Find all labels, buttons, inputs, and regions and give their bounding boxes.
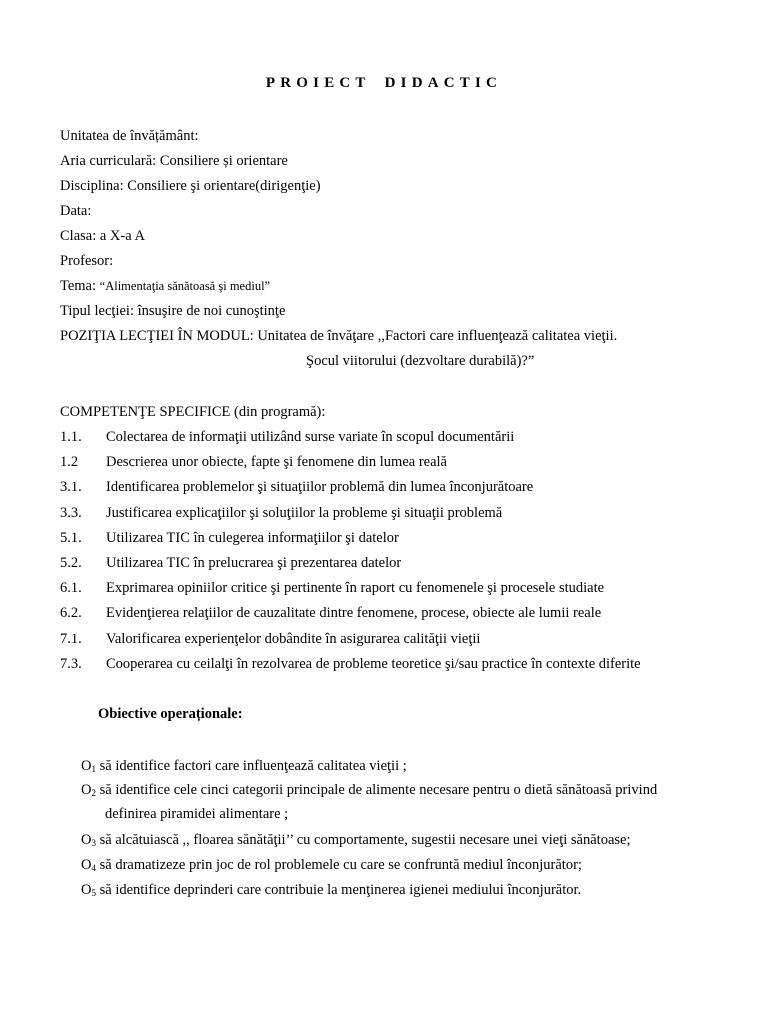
competenta-text: Justificarea explicaţiilor şi soluţiilor la probleme şi situaţii problemă bbox=[106, 504, 503, 521]
title-word-2: DIDACTIC bbox=[384, 75, 503, 91]
competenta-number: 6.2. bbox=[60, 605, 82, 622]
document-title bbox=[0, 75, 768, 92]
competenta-item bbox=[60, 428, 514, 446]
competenta-item bbox=[60, 453, 447, 471]
obiectiv-index: 2 bbox=[91, 788, 96, 798]
obiectiv-label: O bbox=[81, 832, 92, 848]
competenta-item bbox=[60, 529, 399, 547]
competente-heading: COMPETENŢE SPECIFICE (din programă): bbox=[60, 404, 326, 420]
field-clasa: Clasa: a X-a A bbox=[60, 228, 145, 244]
obiectiv-index: 5 bbox=[91, 888, 96, 898]
obiectiv-index: 3 bbox=[91, 838, 96, 848]
field-data: Data: bbox=[60, 203, 92, 219]
competenta-text: Identificarea problemelor şi situaţiilor problemă din lumea înconjurătoare bbox=[106, 479, 534, 496]
title-word-1: PROIECT bbox=[265, 75, 371, 91]
obiectiv-text-cont: definirea piramidei alimentare ; bbox=[105, 806, 289, 822]
obiective-heading: Obiective operaționale: bbox=[98, 706, 243, 722]
competenta-number: 1.1. bbox=[60, 429, 82, 445]
field-aria: Aria curriculară: Consiliere și orientare bbox=[60, 153, 288, 169]
competenta-text: Colectarea de informaţii utilizând surse variate în scopul documentării bbox=[106, 429, 515, 445]
obiectiv-text: să identifice deprinderi care contribuie la menţinerea igienei mediului înconjurător. bbox=[95, 882, 582, 898]
obiectiv-text: să identifice cele cinci categorii principale de alimente necesare pentru o dietă sănătoasă privind bbox=[95, 782, 658, 798]
competenta-number: 3.3. bbox=[60, 504, 82, 521]
field-tema bbox=[60, 277, 270, 295]
competenta-number: 7.3. bbox=[60, 655, 82, 672]
competenta-item bbox=[60, 579, 604, 597]
obiectiv-item bbox=[81, 757, 407, 778]
obiectiv-item bbox=[81, 831, 631, 852]
competenta-item bbox=[60, 655, 641, 673]
obiectiv-index: 1 bbox=[91, 764, 96, 774]
obiectiv-label: O bbox=[81, 857, 92, 873]
competenta-number: 5.2. bbox=[60, 555, 82, 571]
competenta-number: 7.1. bbox=[60, 630, 82, 647]
competenta-item bbox=[60, 630, 480, 648]
competenta-text: Evidenţierea relaţiilor de cauzalitate dintre fenomene, procese, obiecte ale lumii reale bbox=[106, 605, 602, 622]
competenta-item bbox=[60, 554, 401, 572]
competenta-number: 6.1. bbox=[60, 580, 82, 597]
field-unitate: Unitatea de învățământ: bbox=[60, 128, 199, 144]
competenta-item bbox=[60, 504, 502, 522]
field-pozitia: POZIŢIA LECŢIEI ÎN MODUL: Unitatea de învăţare ,,Factori care influenţează calitatea vieţii. bbox=[60, 328, 618, 344]
obiectiv-text: să alcătuiască ,, floarea sănătăţii’’ cu comportamente, sugestii necesare unei vieţi sănătoase; bbox=[95, 832, 631, 848]
obiectiv-index: 4 bbox=[91, 863, 96, 873]
obiectiv-label: O bbox=[81, 758, 92, 774]
tema-value: “Alimentaţia sănătoasă şi mediul” bbox=[99, 279, 271, 293]
competenta-text: Valorificarea experienţelor dobândite în asigurarea calităţii vieţii bbox=[106, 630, 481, 647]
competenta-item bbox=[60, 604, 601, 622]
field-tipul: Tipul lecţiei: însuşire de noi cunoştinţe bbox=[60, 303, 286, 319]
obiectiv-item bbox=[81, 856, 582, 877]
obiectiv-text: să identifice factori care influenţează calitatea vieţii ; bbox=[95, 758, 407, 774]
competenta-text: Exprimarea opiniilor critice şi pertinente în raport cu fenomenele şi procesele studiate bbox=[106, 580, 605, 597]
obiectiv-label: O bbox=[81, 882, 92, 898]
competenta-text: Cooperarea cu ceilalţi în rezolvarea de probleme teoretice şi/sau practice în contexte diferite bbox=[106, 655, 641, 672]
obiectiv-text: să dramatizeze prin joc de rol problemele cu care se confruntă mediul înconjurător; bbox=[95, 857, 582, 873]
competenta-text: Descrierea unor obiecte, fapte şi fenomene din lumea reală bbox=[106, 454, 447, 471]
competenta-number: 5.1. bbox=[60, 529, 82, 546]
field-pozitia-cont: Şocul viitorului (dezvoltare durabilă)?” bbox=[306, 353, 535, 369]
competenta-text: Utilizarea TIC în prelucrarea şi prezentarea datelor bbox=[106, 555, 402, 571]
field-disciplina: Disciplina: Consiliere şi orientare(dirigenţie) bbox=[60, 178, 321, 194]
competenta-item bbox=[60, 478, 533, 496]
competenta-number: 1.2 bbox=[60, 454, 79, 471]
competenta-text: Utilizarea TIC în culegerea informaţiilor şi datelor bbox=[106, 529, 399, 546]
obiectiv-label: O bbox=[81, 782, 92, 798]
field-profesor: Profesor: bbox=[60, 253, 114, 269]
obiectiv-item bbox=[81, 781, 657, 802]
competenta-number: 3.1. bbox=[60, 479, 82, 496]
tema-label: Tema: bbox=[60, 278, 100, 294]
obiectiv-item bbox=[81, 881, 581, 902]
